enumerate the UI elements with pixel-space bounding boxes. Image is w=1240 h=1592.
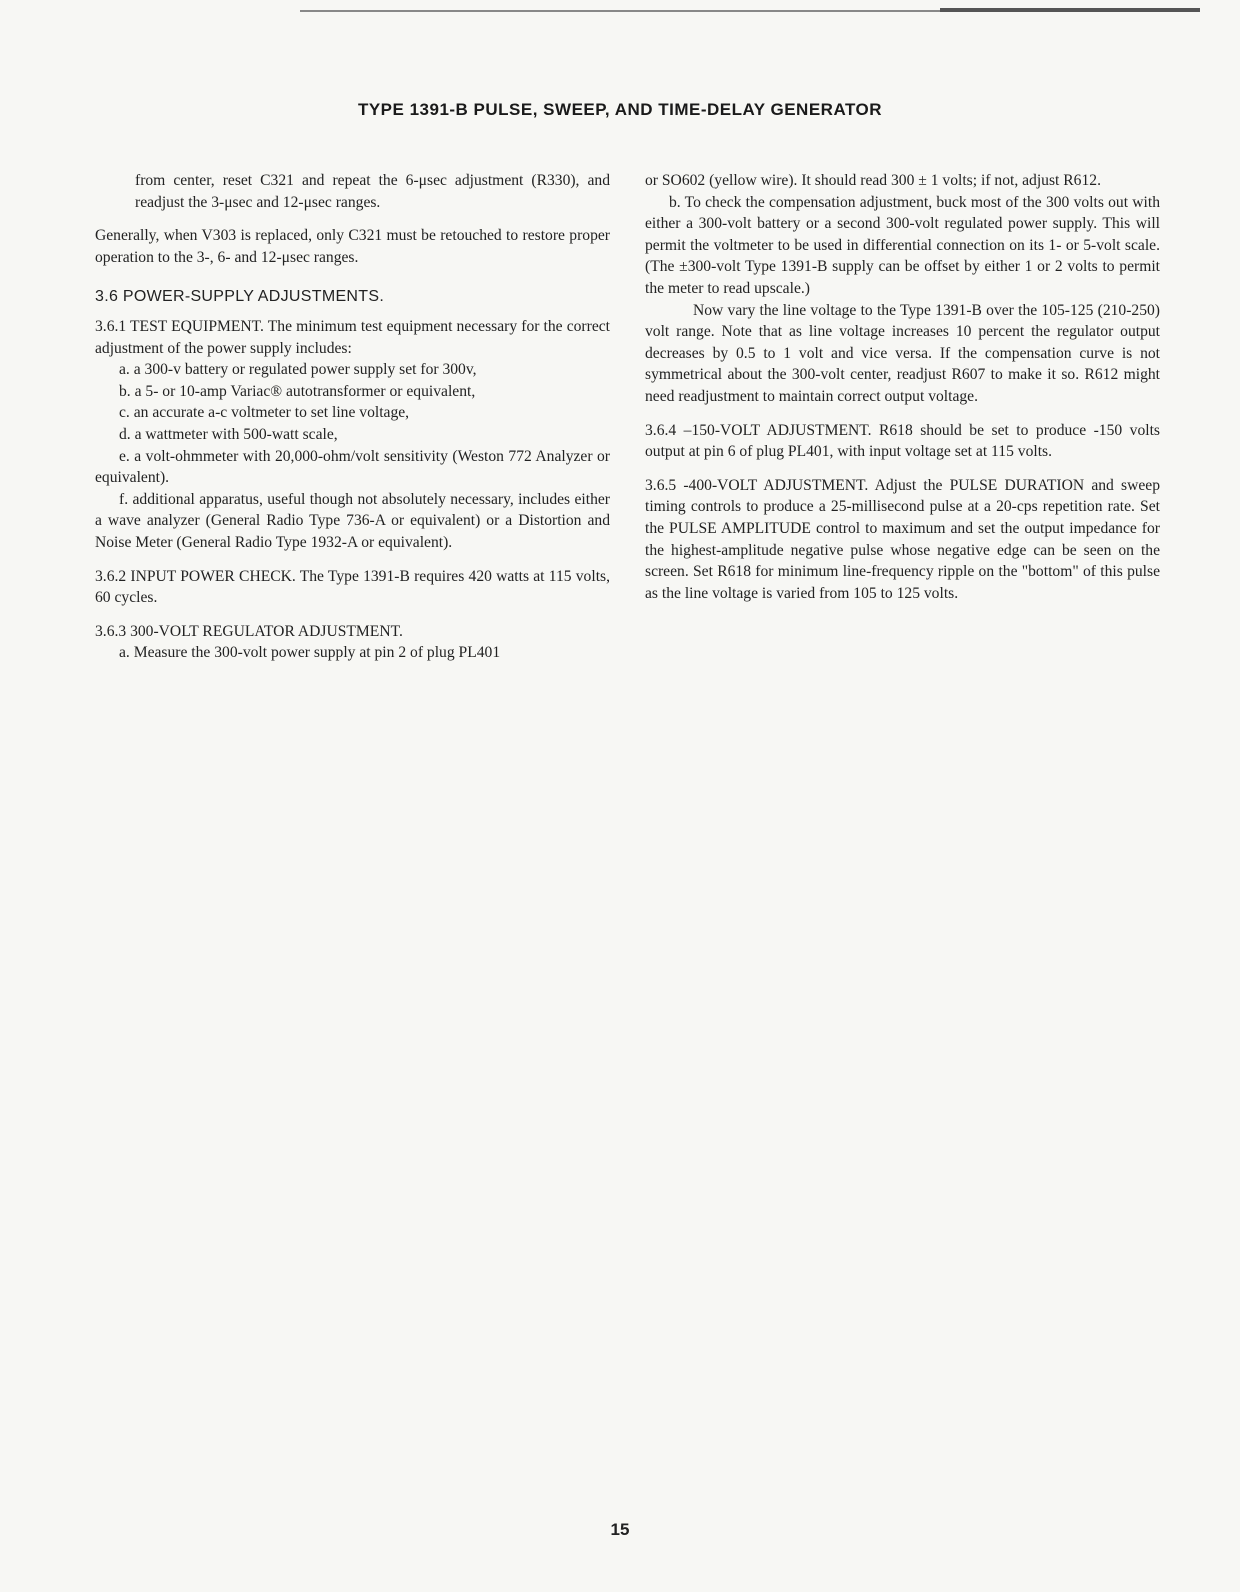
page-header: TYPE 1391-B PULSE, SWEEP, AND TIME-DELAY GENERATOR [357, 100, 883, 119]
step-b-paragraph: b. To check the compensation adjustment, buck most of the 300 volts out with either a 300-volt battery or a second 300-volt regulated power supply. This will permit the voltmeter to be used in differential connection on its 1- or 5-volt scale. (The ±300-volt Type 1391-B supply can be offset by either 1 or 2 volts to permit the meter to read upscale.) [645, 193, 1160, 297]
page-number: 15 [610, 1520, 630, 1539]
continued-paragraph: from center, reset C321 and repeat the 6-μsec adjustment (R330), and readjust the 3-μsec and 12-μsec ranges. [135, 172, 610, 211]
input-power-paragraph: 3.6.2 INPUT POWER CHECK. The Type 1391-B requires 420 watts at 115 volts, 60 cycles. [95, 567, 610, 607]
regulator-step-a: a. Measure the 300-volt power supply at pin 2 of plug PL401 [119, 644, 501, 662]
minus-400-volt-paragraph: 3.6.5 -400-VOLT ADJUSTMENT. Adjust the PULSE DURATION and sweep timing controls to produce a 25-millisecond pulse at a 20-cps repetition rate. Set the PULSE AMPLITUDE control to maximum and set the output impedance for the highest-amplitude negative pulse whose negative edge can be seen on the screen. Set R618 for minimum line-frequency ripple on the "bottom" of this pulse as the line voltage is varied from 105 to 125 volts. [645, 476, 1160, 602]
list-item-b: b. a 5- or 10-amp Variac® autotransformer or equivalent, [119, 382, 476, 400]
section-heading: 3.6 POWER-SUPPLY ADJUSTMENTS. [95, 288, 385, 306]
top-rule-dark [940, 8, 1200, 12]
list-item-f: f. additional apparatus, useful though not absolutely necessary, includes either a wave analyzer (General Radio Type 736-A or equivalent) or a Distortion and Noise Meter (General Radio Type 1932-A or equivalent). [95, 490, 610, 551]
regulator-heading: 3.6.3 300-VOLT REGULATOR ADJUSTMENT. [95, 622, 403, 640]
list-item-d: d. a wattmeter with 500-watt scale, [119, 425, 338, 443]
right-column [645, 170, 1160, 604]
generally-paragraph: Generally, when V303 is replaced, only C321 must be retouched to restore proper operation to the 3-, 6- and 12-μsec ranges. [95, 227, 610, 266]
list-item-c: c. an accurate a-c voltmeter to set line voltage, [119, 404, 410, 422]
test-equipment-paragraph: 3.6.1 TEST EQUIPMENT. The minimum test equipment necessary for the correct adjustment of the power supply includes: [95, 317, 610, 357]
list-item-a: a. a 300-v battery or regulated power supply set for 300v, [119, 361, 477, 379]
left-column [95, 170, 610, 664]
line-voltage-paragraph: Now vary the line voltage to the Type 1391-B over the 105-125 (210-250) volt range. Note that as line voltage increases 10 percent the regulator output decreases by 0.5 to 1 volt and vice versa. If the compensation curve is not symmetrical about the 300-volt center, readjust R607 to make it so. R612 might need readjustment to maintain correct output voltage. [645, 301, 1160, 405]
step-a-continued: or SO602 (yellow wire). It should read 300 ± 1 volts; if not, adjust R612. [645, 172, 1101, 189]
list-item-e: e. a volt-ohmmeter with 20,000-ohm/volt sensitivity (Weston 772 Analyzer or equivalent). [95, 447, 610, 487]
minus-150-volt-paragraph: 3.6.4 –150-VOLT ADJUSTMENT. R618 should be set to produce -150 volts output at pin 6 of plug PL401, with input voltage set at 115 volts. [645, 421, 1160, 461]
